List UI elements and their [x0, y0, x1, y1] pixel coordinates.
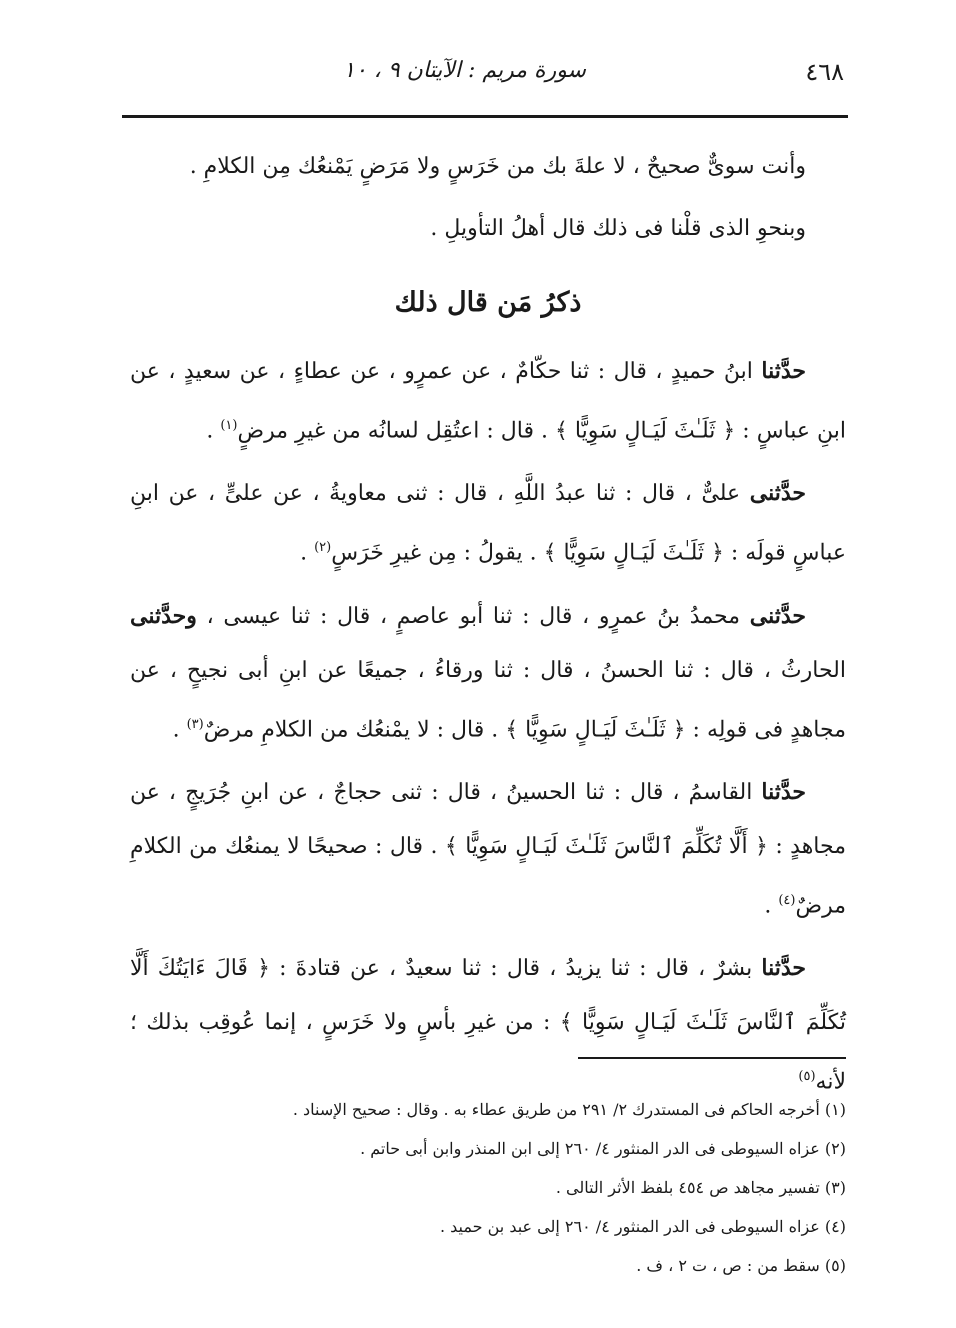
running-title: سورة مريم : الآيتان ٩ ، ١٠ — [343, 58, 586, 83]
narration-lead: حدَّثنا — [761, 955, 806, 982]
section-heading: ذكرُ مَن قال ذلك — [394, 287, 582, 318]
paragraph-3 — [130, 344, 846, 458]
paragraph-text: علىٌّ ، قال : ثنا عبدُ اللَّهِ ، قال : ثنى معاويةُ ، عن علىٍّ ، عن ابنِ عباسٍ قولَه : ﴿ ثَلَـٰثَ لَيَـالٍ سَوِيًّا ﴾ . يقولُ : مِن غيرِ خَرَسٍ — [130, 481, 846, 566]
paragraph-end: . — [206, 418, 221, 444]
footnote-1: (١) أخرجه الحاكم فى المستدرك ٢/ ٢٩١ من طريق عطاء به . وقال : صحيح الإسناد . — [292, 1100, 846, 1119]
narration-lead: حدَّثنى — [749, 480, 806, 507]
footnote-2: (٢) عزاه السيوطى فى الدر المنثور ٤/ ٢٦٠ إلى ابن المنذر وابن أبى حاتم . — [360, 1139, 846, 1158]
paragraph-text: القاسمُ ، قال : ثنا الحسينُ ، قال : ثنى حجاجٌ ، عن ابنِ جُرَيجٍ ، عن مجاهدٍ : ﴿ أَلَّا تُكَلِّمَ ٱلنَّاسَ ثَلَـٰثَ لَيَـالٍ سَوِيًّا ﴾ . قال : صحيحًا لا يمنعُك من الكلامِ مرضٌ — [130, 779, 846, 919]
paragraph-end: . — [300, 540, 315, 566]
paragraph-text: الحارثُ ، قال : ثنا الحسنُ ، قال : ثنا ورقاءُ ، جميعًا عن ابنِ أبى نجيحٍ ، عن مجاهدٍ فى قولِه : ﴿ ثَلَـٰثَ لَيَـالٍ سَوِيًّا ﴾ . قال : لا يمْنعُك من الكلامِ مرضٌ — [130, 657, 846, 742]
narration-lead: حدَّثنا — [761, 358, 806, 384]
paragraph-6 — [130, 765, 846, 933]
footnote-ref-2: (٢) — [314, 540, 332, 556]
paragraph-5 — [130, 589, 846, 757]
paragraph-2: وبنحوِ الذى قلْنا فى ذلك قال أهلُ التأويلِ . — [430, 216, 806, 241]
paragraph-end: . — [764, 893, 779, 919]
paragraph-end: . — [172, 716, 187, 742]
footnotes — [200, 1090, 846, 1285]
footnote-ref-5: (٥) — [798, 1069, 816, 1085]
narration-lead: حدَّثنى — [749, 602, 806, 629]
paragraph-1: وأنت سوىٌّ صحيحٌ ، لا علةَ بك من خَرَسٍ ولا مَرَضٍ يَمْنعُك مِن الكلامِ . — [189, 154, 806, 179]
header-rule — [122, 115, 848, 118]
page-header — [122, 52, 846, 96]
footnote-4: (٤) عزاه السيوطى فى الدر المنثور ٤/ ٢٦٠ إلى عبد بن حميد . — [439, 1217, 846, 1236]
footnote-3: (٣) تفسير مجاهد ص ٤٥٤ بلفظ الأثر التالى . — [555, 1178, 846, 1197]
paragraph-text: بشرٌ ، قال : ثنا يزيدُ ، قال : ثنا سعيدٌ ، عن قتادةَ : ﴿ قَالَ ءَايَتُكَ أَلَّا تُكَلِّمَ ٱلنَّاسَ ثَلَـٰثَ لَيَـالٍ سَوِيًّا ﴾ : من غيرِ بأسٍ ولا خَرَسٍ ، إنما عُوقِب بذلك ؛ لأنه — [130, 956, 846, 1095]
footnote-ref-1: (١) — [220, 418, 238, 433]
footnote-ref-4: (٤) — [778, 892, 796, 908]
page-number: ٤٦٨ — [805, 58, 844, 86]
narration-lead-2: وحدَّثنى — [130, 602, 197, 629]
footnote-rule — [578, 1057, 846, 1059]
paragraph-text: محمدُ بنُ عمرٍو ، قال : ثنا أبو عاصمٍ ، قال : ثنا عيسى ، — [196, 603, 750, 629]
paragraph-7 — [130, 941, 846, 1109]
main-text — [130, 140, 846, 1118]
footnote-ref-3: (٣) — [186, 716, 204, 732]
paragraph-4 — [130, 466, 846, 580]
narration-lead: حدَّثنا — [761, 778, 806, 805]
footnote-5: (٥) سقط من : ص ، ت ٢ ، ف . — [636, 1256, 846, 1275]
paragraph-text: ابنُ حميدٍ ، قال : ثنا حكّامٌ ، عن عمرٍو ، عن عطاءٍ ، عن سعيدٍ ، عن ابنِ عباسٍ : ﴿ ثَلَـٰثَ لَيَـالٍ سَوِيًّا ﴾ . قال : اعتُقِل لسانُه من غيرِ مرضٍ — [130, 359, 846, 444]
